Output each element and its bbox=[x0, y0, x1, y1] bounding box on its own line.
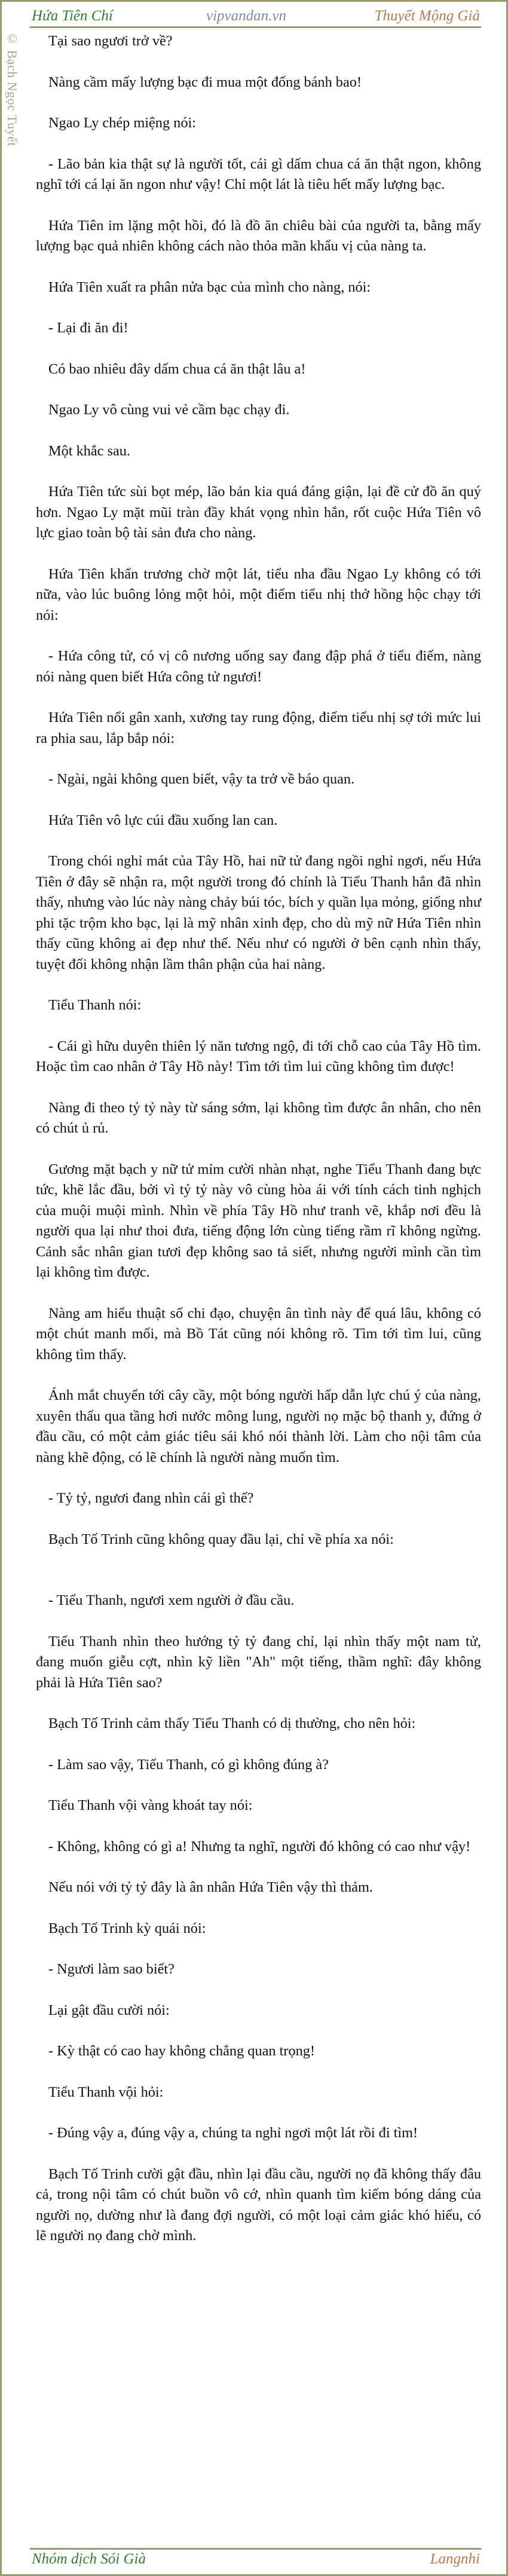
paragraph: Hứa Tiên khẩn trương chờ một lát, tiểu nha đầu Ngao Ly không có tới nữa, vào lúc buông lỏng một hỏi, một điếm tiểu nhị thở hồng hộc chạy tới nói: bbox=[36, 565, 481, 623]
paragraph: - Hứa công tử, có vị cô nương uống say đang đập phá ở tiểu điếm, nàng nói nàng quen biết Hứa công tử ngươi! bbox=[36, 648, 481, 685]
paragraph: Ngao Ly vô cùng vui vẻ cầm bạc chạy đi. bbox=[48, 402, 290, 418]
paragraph: Tiểu Thanh vội vàng khoát tay nói: bbox=[48, 1797, 253, 1813]
paragraph: Nàng am hiểu thuật số chi đạo, chuyện ân tình này để quá lâu, không có một chút manh mối, mà Bồ Tát cũng nói không rõ. Tìm tới tìm lui, cũng không tìm thấy. bbox=[36, 1305, 481, 1363]
book-title: Hứa Tiên Chí bbox=[32, 8, 113, 24]
paragraph: Hứa Tiên xuất ra phân nửa bạc của mình cho nàng, nói: bbox=[48, 279, 371, 295]
paragraph: - Ngài, ngài không quen biết, vậy ta trở về báo quan. bbox=[48, 771, 355, 787]
paragraph: Tiểu Thanh nhìn theo hướng tỷ tỷ đang chỉ, lại nhìn thấy một nam tử, đang muốn giễu cợt, nhìn kỹ liền "Ah" một tiếng, thầm nghĩ: đây không phải là Hứa Tiên sao? bbox=[36, 1633, 481, 1691]
copyright-watermark: © Bạch Ngọc Tuyết bbox=[5, 31, 20, 146]
paragraph: Hứa Tiên tức sùi bọt mép, lão bản kia quá đáng giận, lại đề cử đồ ăn quý hơn. Ngao Ly mặt mũi tràn đầy khát vọng nhìn hắn, rốt cuộc Hứa Tiên vô lực giao toàn bộ tài sản đưa cho nàng. bbox=[36, 484, 481, 541]
paragraph: Gương mặt bạch y nữ tử mỉm cười nhàn nhạt, nghe Tiểu Thanh đang bực tức, khẽ lắc đầu, bởi vì tỷ tỷ này vô cùng hòa ái với tính cách tinh nghịch của muội muội mình. Nhìn về phía Tây Hồ như tranh vẽ, khắp nơi đều là người qua lại như thoi đưa, tiếng động lớn cùng tiếng rầm rĩ không ngừng. Cảnh sắc nhân gian tươi đẹp không sao tả siết, nhưng người mình cần tìm lại không tìm được. bbox=[36, 1161, 481, 1280]
paragraph: - Không, không có gì a! Nhưng ta nghĩ, người đó không có cao như vậy! bbox=[48, 1838, 471, 1855]
chapter-body bbox=[36, 31, 481, 2267]
editor-name: Langnhi bbox=[430, 2551, 480, 2567]
paragraph: - Lão bản kia thật sự là người tốt, cái gì dấm chua cá ăn thật ngon, không nghĩ tới cá lại ăn ngon như vậy! Chỉ một lát là tiêu hết mấy lượng bạc. bbox=[36, 155, 481, 192]
paragraph: Nàng đi theo tỷ tỷ này từ sáng sớm, lại không tìm được ân nhân, cho nên có chút ủ rủ. bbox=[36, 1099, 481, 1136]
paragraph: Một khắc sau. bbox=[48, 442, 130, 459]
translator-group: Nhóm dịch Sói Già bbox=[32, 2551, 146, 2567]
paragraph: - Cái gì hữu duyên thiên lý năn tương ngộ, đi tới chỗ cao của Tây Hồ tìm. Hoặc tìm cao nhân ở Tây Hồ này! Tìm tới tìm lui cũng không tìm được! bbox=[36, 1038, 481, 1075]
paragraph: Bạch Tố Trinh cảm thấy Tiểu Thanh có dị thường, cho nên hỏi: bbox=[48, 1715, 416, 1731]
paragraph: Bạch Tố Trinh cũng không quay đầu lại, chỉ về phía xa nói: bbox=[48, 1531, 394, 1547]
paragraph: - Đúng vậy a, đúng vậy a, chúng ta nghỉ ngơi một lát rồi đi tìm! bbox=[48, 2125, 418, 2141]
paragraph: - Lại đi ăn đi! bbox=[48, 320, 128, 336]
paragraph: Trong chói nghỉ mát của Tây Hồ, hai nữ tử đang ngồi nghỉ ngơi, nếu Hứa Tiên ở đây sẽ nhận ra, một người trong đó chính là Tiểu Thanh hắn đã nhìn thấy, nhưng vào lúc này nàng chảy búi tóc, bích y quần lụa mỏng, giống như phi tặc trộm kho bạc, lại là mỹ nhân xinh đẹp, cho dù mỹ nữ Hứa Tiên nhìn thấy cũng không ai đẹp như thế. Nếu như có người ở bên cạnh nhìn thấy, tuyệt đối không nhận lầm thân phận của hai nàng. bbox=[36, 853, 481, 972]
paragraph: Tiểu Thanh vội hỏi: bbox=[48, 2084, 164, 2100]
paragraph: Có bao nhiêu đây dấm chua cá ăn thật lâu a! bbox=[48, 360, 306, 377]
paragraph: Lại gật đầu cười nói: bbox=[48, 2002, 170, 2018]
paragraph: Nàng cầm mấy lượng bạc đi mua một đống bánh bao! bbox=[48, 74, 362, 90]
paragraph: Nếu nói với tỷ tỷ đây là ân nhân Hứa Tiên vậy thì thảm. bbox=[48, 1879, 373, 1895]
paragraph: - Tỷ tỷ, ngươi đang nhìn cái gì thế? bbox=[48, 1490, 254, 1506]
paragraph: - Làm sao vậy, Tiểu Thanh, có gì không đúng à? bbox=[48, 1756, 329, 1773]
page-footer bbox=[30, 2548, 481, 2571]
site-name: vipvandan.vn bbox=[206, 8, 286, 24]
paragraph: Bạch Tố Trinh cười gật đầu, nhìn lại đầu cầu, người nọ đã không thấy đâu cả, trong nội tâm có chút buồn vô cớ, nhìn quanh tìm kiếm bóng dáng của người nọ, dường như là đang đợi người, có một loại cảm giác khó hiểu, có lẽ người nọ đang chờ mình. bbox=[36, 2165, 481, 2244]
author-name: Thuyết Mộng Giả bbox=[374, 8, 480, 24]
paragraph: Hứa Tiên vô lực cúi đầu xuống lan can. bbox=[48, 812, 278, 828]
page-header bbox=[30, 5, 481, 28]
paragraph: Hứa Tiên im lặng một hồi, đó là đồ ăn chiêu bài của người ta, bằng mấy lượng bạc quả nhiên không cách nào thỏa mãn khẩu vị của nàng ta. bbox=[36, 217, 481, 254]
paragraph: Tiểu Thanh nói: bbox=[48, 997, 142, 1013]
paragraph: Tại sao ngươi trở về? bbox=[48, 33, 173, 49]
paragraph: Ánh mắt chuyển tới cây cầy, một bóng người hấp dẫn lực chú ý của nàng, xuyên thấu qua tầng hơi nước mông lung, người nọ mặc bộ thanh y, đứng ở đầu cầu, có một cảm giác tiêu sái khó nói thành lời. Làm cho nội tâm của nàng khẽ động, có lẽ chính là người nàng muốn tìm. bbox=[36, 1387, 481, 1466]
paragraph: Bạch Tố Trinh kỳ quái nói: bbox=[48, 1920, 206, 1936]
paragraph: - Ngươi làm sao biết? bbox=[48, 1961, 175, 1977]
paragraph: - Kỳ thật có cao hay không chẳng quan trọng! bbox=[48, 2043, 315, 2059]
paragraph: - Tiểu Thanh, ngươi xem người ở đầu cầu. bbox=[48, 1592, 295, 1608]
paragraph: Hứa Tiên nổi gân xanh, xương tay rung động, điếm tiểu nhị sợ tới mức lui ra phia sau, lắp bắp nói: bbox=[36, 709, 481, 747]
paragraph: Ngao Ly chép miệng nói: bbox=[48, 115, 196, 131]
